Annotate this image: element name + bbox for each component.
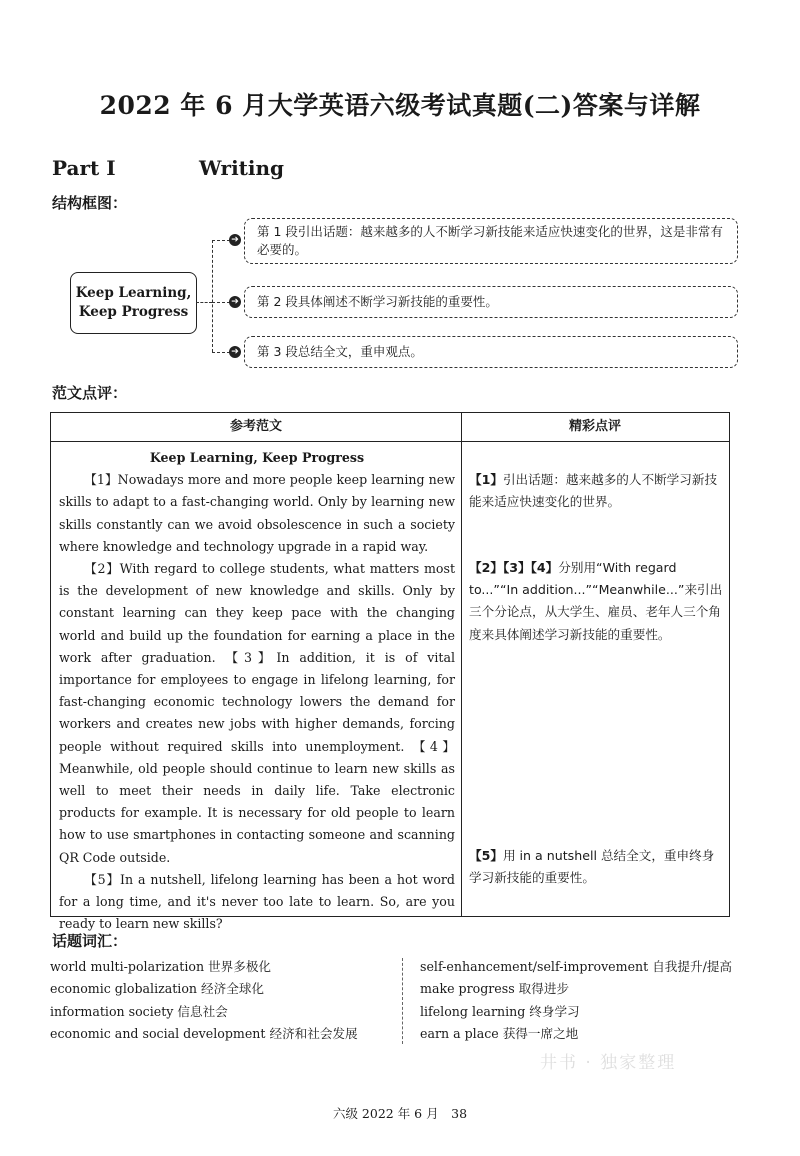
vocab-list-left [50, 956, 358, 1046]
review-table [50, 412, 730, 932]
comment-number: 【1】 [469, 472, 503, 487]
comment-text: 用 in a nutshell 总结全文，重申终身学习新技能的重要性。 [469, 848, 715, 886]
structure-root-line1: Keep Learning, [75, 285, 192, 301]
structure-root-box [70, 272, 197, 334]
table-divider [461, 413, 462, 916]
comment-item [469, 557, 725, 646]
branch-connector-3 [212, 352, 230, 353]
page-footer: 六级 2022 年 6 月 38 [332, 1106, 468, 1121]
arrow-right-icon: ➔ [229, 346, 241, 358]
column-header-comment: 精彩点评 [568, 419, 621, 434]
table-divider [51, 441, 729, 442]
comment-text: 分别用“With regard to...”“In addition...”“Meanwhile...”来引出三个分论点，从大学生、雇员、老年人三个角度来具体阐述学习新技能的重要性。 [469, 560, 723, 642]
watermark: 井书 · 独家整理 [540, 1053, 677, 1073]
essay-title: Keep Learning, Keep Progress [149, 450, 365, 465]
vocab-item: make progress 取得进步 [420, 981, 570, 997]
part-name: Writing [198, 156, 285, 180]
structure-heading: 结构框图： [52, 194, 128, 212]
vocab-list-right [420, 956, 732, 1046]
essay-paragraph: 【2】With regard to college students, what matters most is the development of new knowledge and skills. Only by constant learning can they keep pace with the changing world and build up the foundation for earning a place in the work after graduation. 【3】In addition, it is of vital importance for employees to engage in lifelong learning, for fast-changing economic technology lowers the demand for workers and creates new jobs with higher demands, forcing people without required skills into unemployment. 【4】Meanwhile, old people should continue to learn new skills as well to meet their needs in daily life. Take electronic products for example. It is necessary for old people to learn how to use smartphones in contacting someone and scanning QR Code outside. [59, 561, 455, 865]
vocab-item: self-enhancement/self-improvement 自我提升/提高 [420, 959, 733, 974]
comment-number: 【2】【3】【4】 [469, 560, 559, 575]
root-connector [196, 302, 212, 303]
vocab-heading: 话题词汇： [52, 932, 128, 950]
comment-text: 引出话题：越来越多的人不断学习新技能来适应快速变化的世界。 [469, 472, 718, 510]
vocab-item: world multi-polarization 世界多极化 [50, 959, 272, 974]
sample-essay [59, 447, 455, 935]
arrow-right-icon: ➔ [229, 296, 241, 308]
review-heading: 范文点评： [52, 384, 128, 402]
comment-number: 【5】 [469, 848, 503, 863]
comment-item [469, 469, 725, 513]
comment-item [469, 845, 725, 889]
vocab-item: economic and social development 经济和社会发展 [50, 1026, 358, 1042]
vocab-item: economic globalization 经济全球化 [50, 981, 265, 997]
arrow-right-icon: ➔ [229, 234, 241, 246]
structure-root-line2: Keep Progress [78, 304, 189, 320]
vocab-item: information society 信息社会 [50, 1003, 228, 1019]
page-title: 2022 年 6 月大学英语六级考试真题(二)答案与详解 [99, 91, 701, 120]
structure-branch-2: 第 2 段具体阐述不断学习新技能的重要性。 [244, 286, 738, 318]
vocab-item: earn a place 获得一席之地 [420, 1026, 579, 1042]
part-heading [52, 156, 284, 180]
branch-connector-1 [212, 240, 230, 241]
essay-paragraph: 【5】In a nutshell, lifelong learning has been a hot word for a long time, and it's never too late to learn. So, are you ready to learn new skills? [59, 871, 455, 932]
part-label: Part Ⅰ [52, 156, 116, 180]
diagram-connector [212, 240, 213, 352]
structure-branch-3: 第 3 段总结全文，重申观点。 [244, 336, 738, 368]
vocab-divider [402, 958, 403, 1044]
vocab-item: lifelong learning 终身学习 [420, 1003, 580, 1019]
structure-branch-1: 第 1 段引出话题：越来越多的人不断学习新技能来适应快速变化的世界，这是非常有必要的。 [244, 218, 738, 264]
essay-paragraph: 【1】Nowadays more and more people keep learning new skills to adapt to a fast-changing world. Only by learning new skills constantly can we avoid obsolescence in such a society where knowledge and technology upgrade in a rapid way. [59, 472, 455, 554]
branch-connector-2 [212, 302, 230, 303]
column-header-essay: 参考范文 [229, 419, 282, 434]
